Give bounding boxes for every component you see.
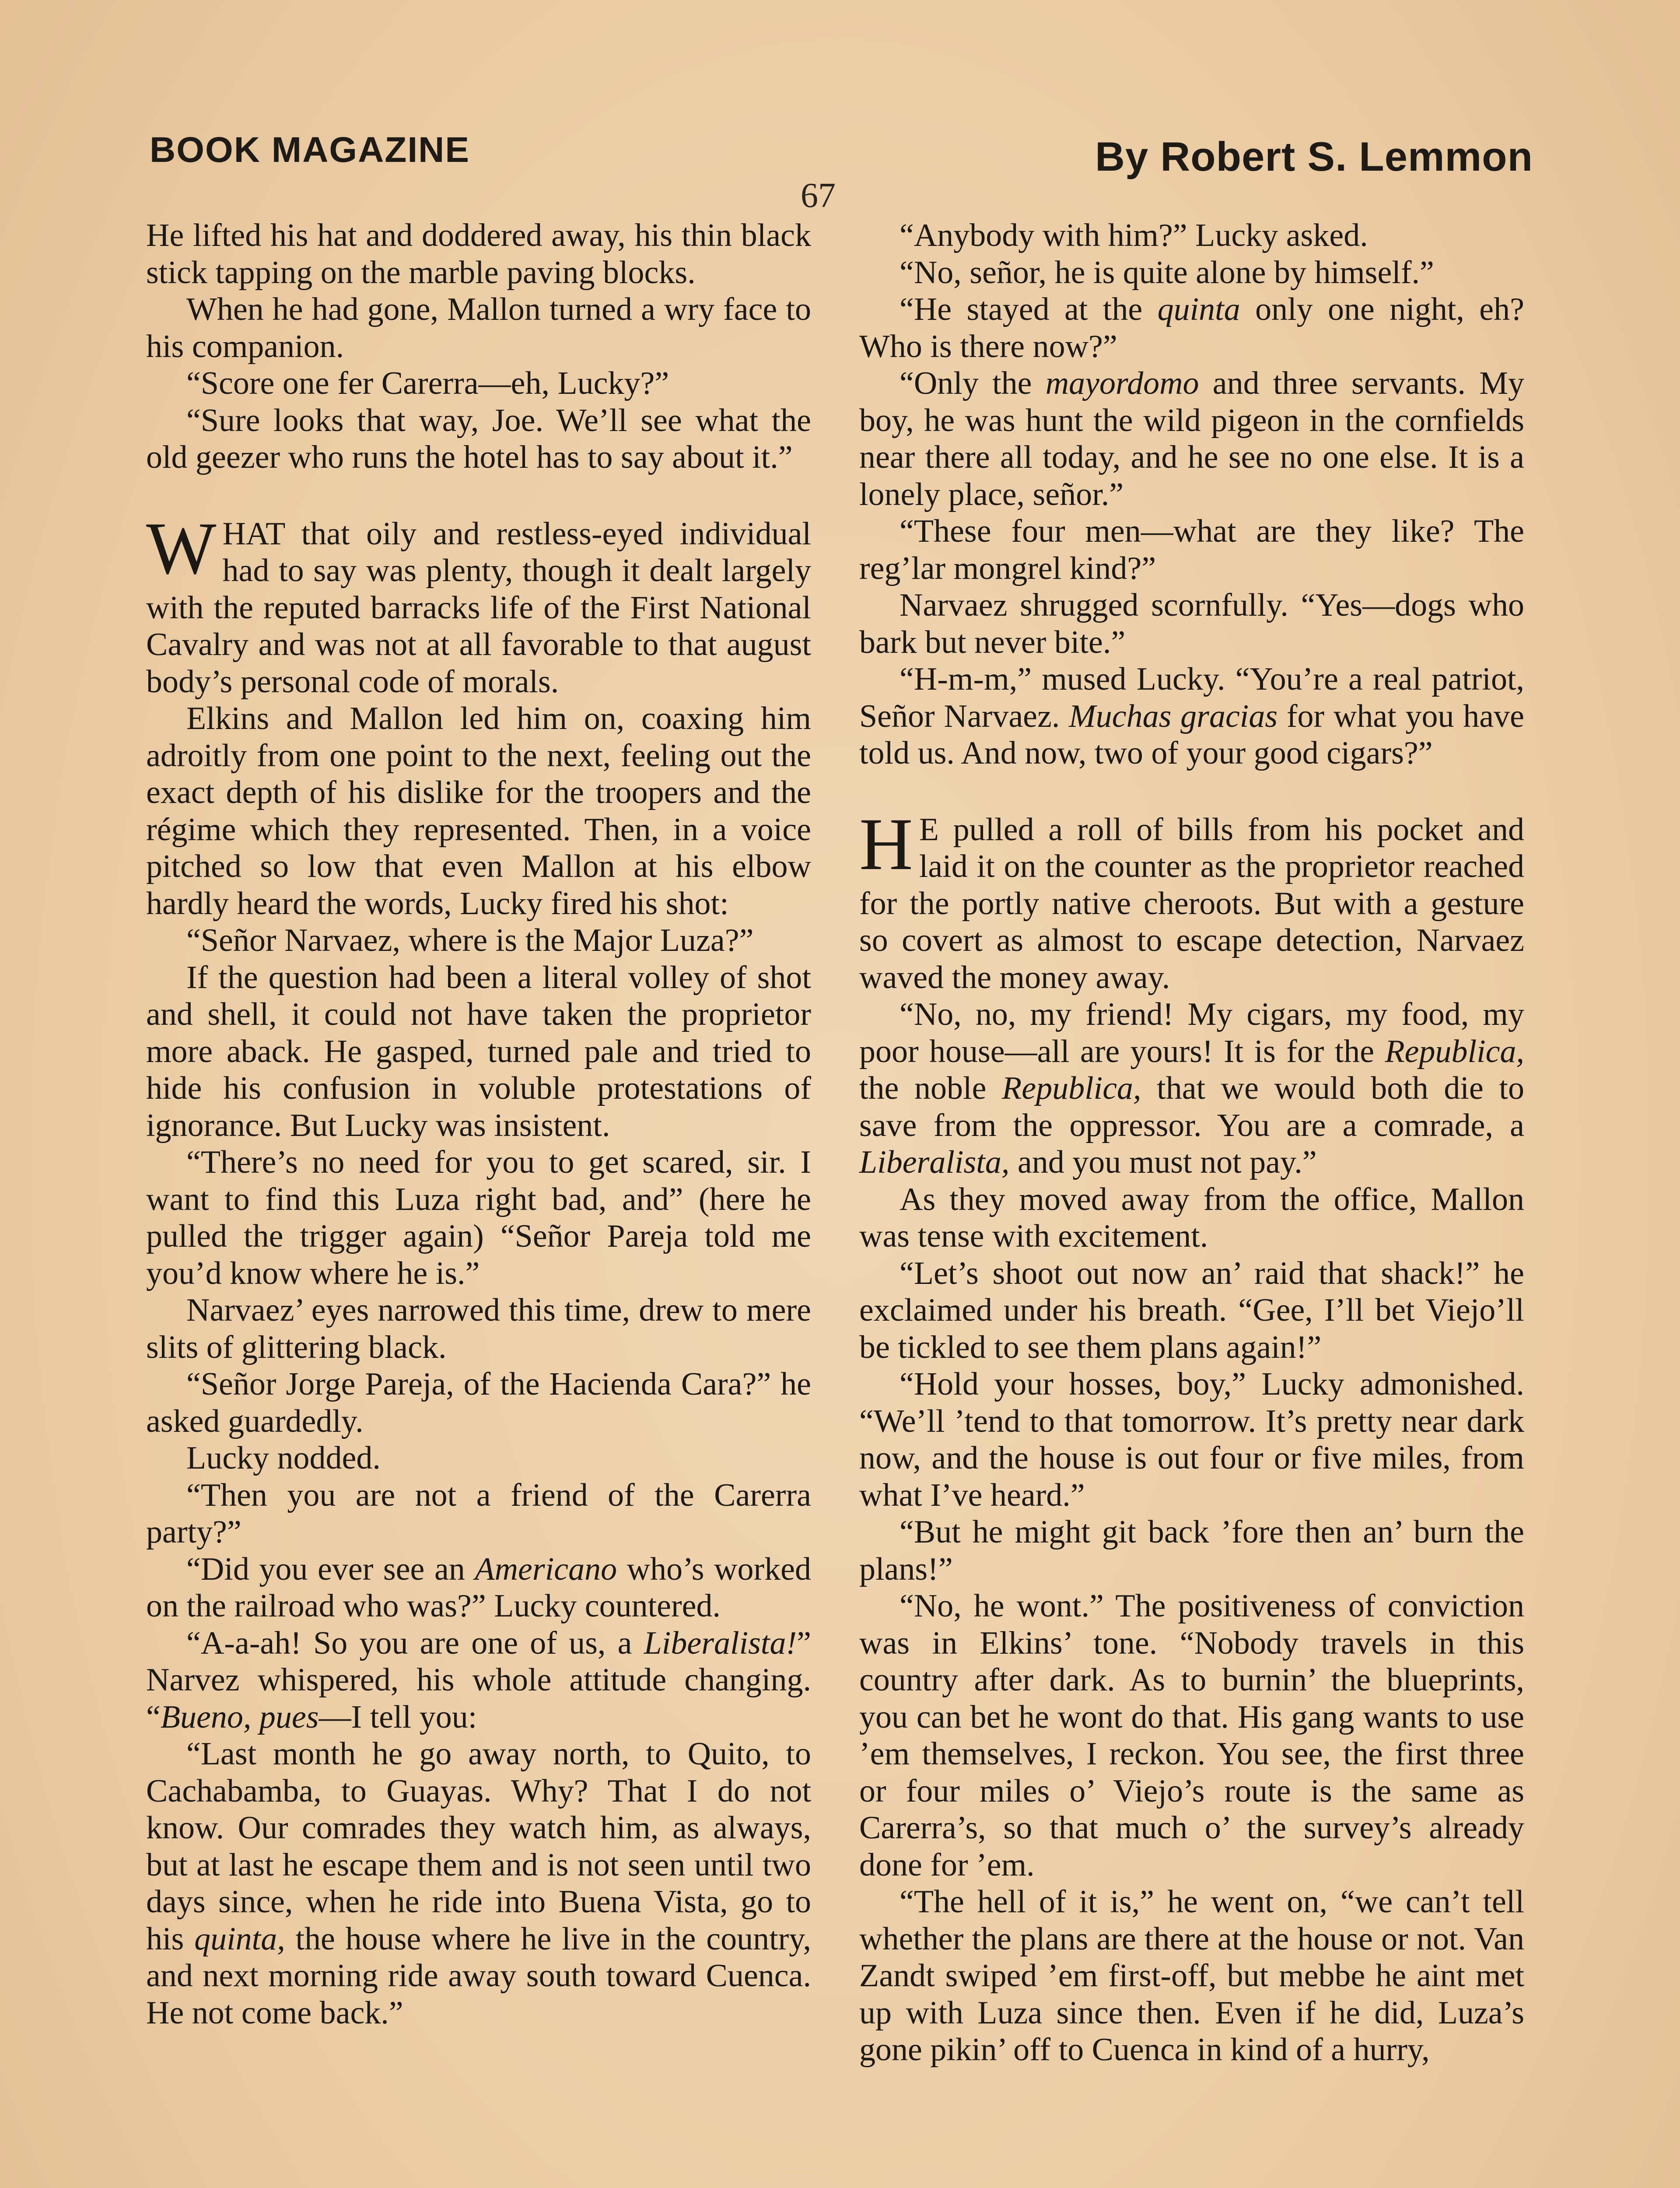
text-run: “No, no, my friend! My cigars, my food, my poor house—all are yours! It is for the: [859, 996, 1524, 1069]
paragraph: “These four men—what are they like? The reg’lar mongrel kind?”: [859, 513, 1524, 586]
paragraph: [859, 365, 1524, 513]
paragraph: As they moved away from the office, Mallon was tense with excitement.: [859, 1181, 1524, 1254]
paragraph: [146, 1736, 811, 2031]
paragraph: [146, 1625, 811, 1736]
italic-text: Republica,: [1385, 1033, 1524, 1069]
paragraph: “Sure looks that way, Joe. We’ll see what the old geezer who runs the hotel has to say about it.”: [146, 402, 811, 475]
text-column-right: [859, 217, 1524, 2069]
paragraph: “No, he wont.” The positiveness of conviction was in Elkins’ tone. “Nobody travels in this country after dark. As to burnin’ the blueprints, you can bet he wont do that. His gang wants to use ’em themselves, I reckon. You see, the first three or four miles o’ Viejo’s route is the same as Carerra’s, so that much o’ the survey’s already done for ’em.: [859, 1588, 1524, 1883]
paragraph: [859, 996, 1524, 1181]
paragraph: “But he might git back ’fore then an’ burn the plans!”: [859, 1514, 1524, 1587]
text-run: and you must not pay.”: [1009, 1144, 1317, 1180]
paragraph: “Anybody with him?” Lucky asked.: [900, 217, 1368, 253]
drop-cap: H: [859, 803, 913, 885]
running-head-author: By Robert S. Lemmon: [1095, 133, 1533, 179]
italic-text: Bueno, pues: [160, 1699, 319, 1735]
paragraph: “No, señor, he is quite alone by himself.”: [900, 254, 1434, 291]
text-run: “Only the: [900, 365, 1046, 401]
text-run: “H-m-m,” mused Lucky. “You’re a real patriot, Señor Narvaez.: [859, 661, 1524, 734]
text-run: “He stayed at the: [900, 291, 1158, 327]
italic-text: mayordomo: [1045, 365, 1199, 401]
text-run: only one night, eh? Who is there now?”: [859, 291, 1524, 365]
paragraph: [146, 1551, 811, 1625]
text-run: ” Narvez whispered, his whole attitude changing. “: [146, 1625, 811, 1735]
text-run: and three servants. My boy, he was hunt the wild pigeon in the cornfields near there all today, and he see no one else. It is a lonely place, señor.”: [859, 365, 1524, 512]
paragraph: “Señor Narvaez, where is the Major Luza?”: [186, 922, 754, 958]
paragraph: Lucky nodded.: [186, 1440, 381, 1476]
running-head-title: BOOK MAGAZINE: [150, 130, 470, 170]
text-run: for what you have told us. And now, two of your good cigars?”: [859, 698, 1524, 771]
text-run: the house where he live in the country, and next morning ride away south toward Cuenca. He not come back.”: [146, 1921, 811, 2031]
text-run: that we would both die to save from the oppressor. You are a comrade, a: [859, 1070, 1524, 1143]
paragraph: “The hell of it is,” he went on, “we can’t tell whether the plans are there at the house or not. Van Zandt swiped ’em first-off, but mebbe he aint met up with Luza since then. Even if he did, Luza’s gone pikin’ off to Cuenca in kind of a hurry,: [859, 1884, 1524, 2068]
page-number: 67: [801, 176, 836, 215]
paragraph: Narvaez shrugged scornfully. “Yes—dogs who bark but never bite.”: [859, 587, 1524, 660]
text-run: the noble: [859, 1070, 1002, 1106]
paragraph: Narvaez’ eyes narrowed this time, drew to mere slits of glittering black.: [146, 1292, 811, 1365]
paragraph: “There’s no need for you to get scared, sir. I want to find this Luza right bad, and” (here he pulled the trigger again) “Señor Pareja told me you’d know where he is.”: [146, 1144, 811, 1291]
drop-cap: W: [146, 507, 217, 589]
italic-text: Liberalista,: [859, 1144, 1010, 1180]
paragraph-section-start: [146, 507, 811, 701]
paragraph: “Then you are not a friend of the Carerra party?”: [146, 1477, 811, 1550]
text-run: “Did you ever see an: [186, 1551, 475, 1587]
italic-text: Republica,: [1002, 1070, 1141, 1106]
paragraph: [859, 661, 1524, 772]
text-run: —I tell you:: [318, 1699, 477, 1735]
italic-text: quinta: [1157, 291, 1240, 327]
paragraph: If the question had been a literal volley of shot and shell, it could not have taken the proprietor more aback. He gasped, turned pale and tried to hide his confusion in voluble protestations of ignorance. But Lucky was insistent.: [146, 959, 811, 1143]
paragraph: “Hold your hosses, boy,” Lucky admonished. “We’ll ’tend to that tomorrow. It’s pretty near dark now, and the house is out four or five miles, from what I’ve heard.”: [859, 1366, 1524, 1513]
text-run: “Last month he go away north, to Quito, to Cachabamba, to Guayas. Why? That I do not know. Our comrades they watch him, as always, but at last he escape them and is not seen until two days since, when he ride into Buena Vista, go to his: [146, 1736, 811, 1957]
paragraph-text: E pulled a roll of bills from his pocket and laid it on the counter as the proprietor reached for the portly native cheroots. But with a gesture so covert as almost to escape detection, Narvaez waved the money away.: [859, 811, 1524, 996]
paragraph-text: HAT that oily and restless-eyed individual had to say was plenty, though it dealt largely with the reputed barracks life of the First National Cavalry and was not at all favorable to that august body’s personal code of morals.: [146, 515, 811, 700]
text-column-left: [146, 217, 811, 2031]
paragraph: When he had gone, Mallon turned a wry face to his companion.: [146, 291, 811, 365]
paragraph: “Señor Jorge Pareja, of the Hacienda Cara?” he asked guardedly.: [146, 1366, 811, 1439]
paragraph: Elkins and Mallon led him on, coaxing him adroitly from one point to the next, feeling out the exact depth of his dislike for the troopers and the régime which they represented. Then, in a voice pitched so low that even Mallon at his elbow hardly heard the words, Lucky fired his shot:: [146, 701, 811, 922]
text-run: “A-a-ah! So you are one of us, a: [186, 1625, 644, 1661]
paragraph: “Let’s shoot out now an’ raid that shack!” he exclaimed under his breath. “Gee, I’ll bet Viejo’ll be tickled to see them plans again!”: [859, 1255, 1524, 1365]
italic-text: quinta,: [194, 1921, 285, 1957]
paragraph: He lifted his hat and doddered away, his thin black stick tapping on the marble paving blocks.: [146, 217, 811, 291]
italic-text: Liberalista!: [644, 1625, 797, 1661]
italic-text: Muchas gracias: [1069, 698, 1278, 734]
italic-text: Americano: [475, 1551, 617, 1587]
paragraph: [859, 291, 1524, 365]
paragraph-section-start: [859, 803, 1524, 996]
paragraph: “Score one fer Carerra—eh, Lucky?”: [186, 365, 669, 401]
text-run: who’s worked on the railroad who was?” Lucky countered.: [146, 1551, 811, 1624]
